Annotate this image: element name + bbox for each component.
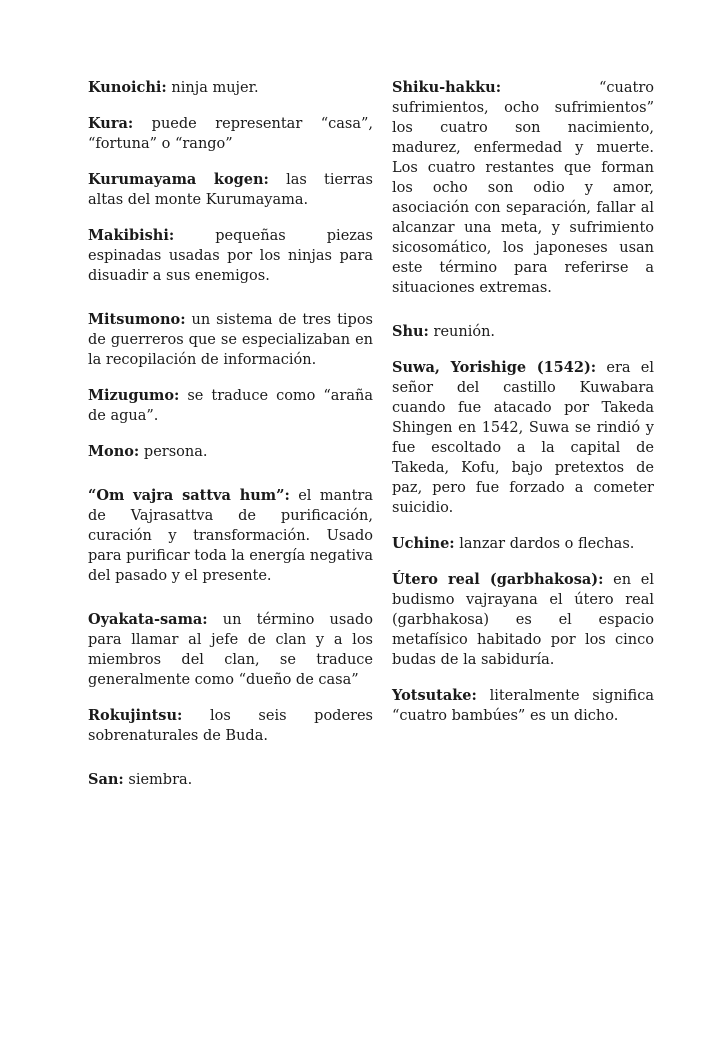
entry-term: Kura: — [88, 115, 134, 132]
entry-definition: persona. — [139, 444, 208, 460]
entry-definition: siembra. — [123, 772, 193, 788]
glossary-entry-yotsutake — [392, 686, 654, 726]
entry-definition: un sistema de tres tipos de guerreros que se especializaban en la recopilación de información. — [88, 312, 373, 368]
glossary-entry-kurumayama-kogen — [88, 170, 373, 210]
left-column — [88, 78, 373, 806]
glossary-entry-makibishi — [88, 226, 373, 286]
entry-definition: lanzar dardos o flechas. — [454, 536, 635, 552]
entry-term: San: — [88, 771, 124, 788]
glossary-entry-san — [88, 770, 373, 790]
glossary-entry-oyakata-sama — [88, 610, 373, 690]
entry-definition: “cuatro sufrimientos, ocho sufrimientos” los cuatro son nacimiento, madurez, enfermedad y muerte. Los cuatro restantes que forman los ocho son odio y amor, asociación con separación, fallar al alcanzar una meta, y sufrimiento sicosomático, los japoneses usan este término para referirse a situaciones extremas. — [392, 80, 654, 296]
glossary-entry-rokujintsu — [88, 706, 373, 746]
glossary-entry-suwa-yorishige — [392, 358, 654, 518]
entry-definition: en el budismo vajrayana el útero real (garbhakosa) es el espacio metafísico habitado por los cinco budas de la sabiduría. — [392, 572, 655, 668]
entry-definition: un término usado para llamar al jefe de clan y a los miembros del clan, se traduce generalmente como “dueño de casa” — [88, 612, 373, 688]
entry-definition: reunión. — [428, 324, 496, 340]
right-column — [392, 78, 654, 742]
entry-term: Útero real (garbhakosa): — [392, 571, 604, 588]
entry-term: Mono: — [88, 443, 140, 460]
glossary-entry-kura — [88, 114, 373, 154]
glossary-entry-utero-real — [392, 570, 654, 670]
glossary-entry-uchine — [392, 534, 654, 554]
glossary-entry-shu — [392, 322, 654, 342]
entry-definition: las tierras altas del monte Kurumayama. — [88, 172, 373, 208]
glossary-entry-shiku-hakku — [392, 78, 654, 298]
entry-term: Mitsumono: — [88, 311, 186, 328]
entry-definition: literalmente significa “cuatro bambúes” es un dicho. — [392, 688, 654, 724]
entry-term: Shu: — [392, 323, 429, 340]
entry-term: Oyakata-sama: — [88, 611, 208, 628]
glossary-entry-mitsumono — [88, 310, 373, 370]
entry-term: Rokujintsu: — [88, 707, 183, 724]
entry-term: Shiku-hakku: — [392, 79, 502, 96]
entry-definition: los seis poderes sobrenaturales de Buda. — [88, 708, 373, 744]
entry-term: Yotsutake: — [392, 687, 477, 704]
entry-definition: ninja mujer. — [166, 80, 259, 96]
entry-term: Kurumayama kogen: — [88, 171, 269, 188]
entry-term: Makibishi: — [88, 227, 175, 244]
entry-term: Suwa, Yorishige (1542): — [392, 359, 597, 376]
entry-term: Kunoichi: — [88, 79, 167, 96]
entry-term: “Om vajra sattva hum”: — [88, 487, 290, 504]
entry-term: Mizugumo: — [88, 387, 180, 404]
glossary-entry-kunoichi — [88, 78, 373, 98]
glossary-entry-om-vajra — [88, 486, 373, 586]
glossary-entry-mono — [88, 442, 373, 462]
entry-term: Uchine: — [392, 535, 455, 552]
entry-definition: se traduce como “araña de agua”. — [88, 388, 373, 424]
entry-definition: pequeñas piezas espinadas usadas por los ninjas para disuadir a sus enemigos. — [88, 228, 373, 284]
entry-definition: puede representar “casa”, “fortuna” o “rango” — [88, 116, 373, 152]
entry-definition: el mantra de Vajrasattva de purificación, curación y transformación. Usado para purificar toda la energía negativa del pasado y el presente. — [88, 488, 374, 584]
glossary-entry-mizugumo — [88, 386, 373, 426]
entry-definition: era el señor del castillo Kuwabara cuando fue atacado por Takeda Shingen en 1542, Suwa se rindió y fue escoltado a la capital de Takeda, Kofu, bajo pretextos de paz, pero fue forzado a cometer suicidio. — [392, 360, 654, 516]
